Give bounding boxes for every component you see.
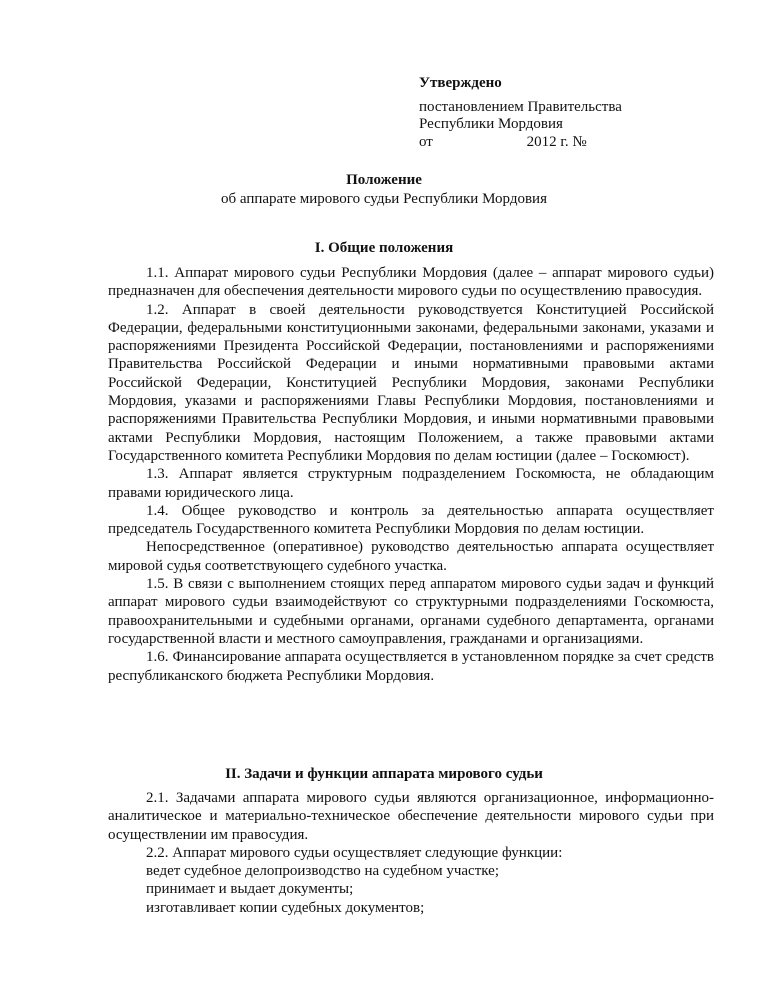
document-subtitle: об аппарате мирового судьи Республики Мордовия: [221, 191, 547, 207]
paragraph-1-5: 1.5. В связи с выполнением стоящих перед аппаратом мирового судьи задач и функций аппарат мирового судьи взаимодействуют со структурными подразделениями Госкомюста, правоохранительными и судебными органами, органами судебного департамента, органами государственной власти и местного самоуправления, гражданами и организациями.: [108, 576, 714, 647]
function-item-1: ведет судебное делопроизводство на судебном участке;: [146, 863, 499, 880]
section-2-body: [108, 789, 714, 917]
paragraph-1-4-cont: Непосредственное (оперативное) руководство деятельностью аппарата осуществляет мировой судья соответствующего судебного участка.: [108, 539, 714, 574]
function-item-3: изготавливает копии судебных документов;: [146, 899, 425, 916]
paragraph-1-6: 1.6. Финансирование аппарата осуществляется в установленном порядке за счет средств республиканского бюджета Республики Мордовия.: [108, 649, 714, 684]
paragraph-1-2: 1.2. Аппарат в своей деятельности руководствуется Конституцией Российской Федерации, федеральными конституционными законами, федеральными законами, указами и распоряжениями Президента Российской Федерации, постановлениями и распоряжениями Правительства Российской Федерации и иными нормативными правовыми актами Российской Федерации, Конституцией Республики Мордовия, законами Республики Мордовия, указами и распоряжениями Главы Республики Мордовия, постановлениями и распоряжениями Правительства Республики Мордовия, и иными нормативными правовыми актами Республики Мордовия, настоящим Положением, а также правовыми актами Государственного комитета Республики Мордовия по делам юстиции (далее – Госкомюст).: [108, 301, 714, 464]
approval-line-1: постановлением Правительства: [419, 98, 622, 115]
section-2-heading: II. Задачи и функции аппарата мирового судьи: [225, 766, 543, 782]
section-1-heading: I. Общие положения: [314, 240, 454, 256]
paragraph-1-3: 1.3. Аппарат является структурным подразделением Госкомюста, не обладающим правами юридического лица.: [108, 466, 714, 501]
approval-heading: Утверждено: [419, 75, 502, 91]
paragraph-1-4: 1.4. Общее руководство и контроль за деятельностью аппарата осуществляет председатель Государственного комитета Республики Мордовия по делам юстиции.: [108, 502, 714, 538]
paragraph-2-2: 2.2. Аппарат мирового судьи осуществляет следующие функции:: [146, 844, 563, 861]
paragraph-2-1: 2.1. Задачами аппарата мирового судьи являются организационное, информационно-аналитическое и материально-техническое обеспечение деятельности мирового судьи при осуществлении им правосудия.: [108, 790, 714, 843]
approval-line-2: Республики Мордовия: [419, 116, 563, 132]
approval-line-3: от 2012 г. №: [419, 133, 587, 150]
paragraph-1-1: 1.1. Аппарат мирового судьи Республики Мордовия (далее – аппарат мирового судьи) предназначен для обеспечения деятельности мирового судьи по осуществлению правосудия.: [108, 265, 714, 300]
function-item-2: принимает и выдает документы;: [146, 881, 354, 898]
section-1-body: [108, 264, 714, 685]
document-title: Положение: [346, 172, 422, 188]
approval-stamp: [419, 75, 679, 151]
